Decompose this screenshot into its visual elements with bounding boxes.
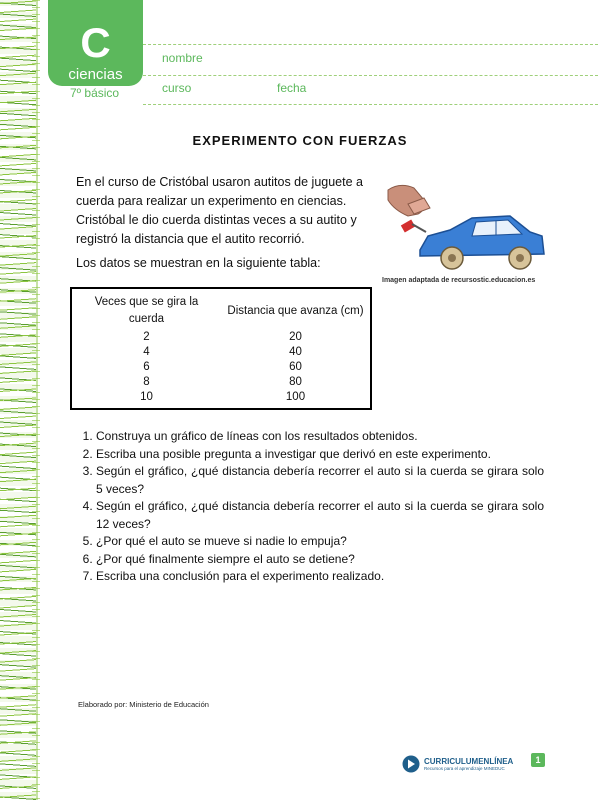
table-intro: Los datos se muestran en la siguiente tabla: [76, 256, 321, 270]
table-cell-distance: 40 [289, 346, 302, 358]
logo-subtext: Recursos para el aprendizaje MINEDUC [424, 765, 505, 771]
toy-car-icon [380, 180, 550, 280]
grass-border-tips [32, 0, 40, 800]
logo-text: CURRICULUMENLÍNEA [424, 756, 514, 766]
name-line [143, 75, 598, 76]
page-number: 1 [531, 753, 545, 767]
page-title: EXPERIMENTO CON FUERZAS [192, 133, 408, 148]
image-caption: Imagen adaptada de recursostic.educacion.es [382, 277, 536, 284]
table-row [71, 390, 371, 409]
table-row [71, 360, 371, 375]
question-list [76, 428, 544, 586]
intro-paragraph: En el curso de Cristóbal usaron autitos de juguete a cuerda para realizar un experimento en ciencias. Cristóbal le dio cuerda distintas veces a su autito y registró la distancia que el autito recorrió. [76, 175, 363, 246]
table-cell-turns: 2 [143, 331, 150, 343]
header-rule [143, 44, 598, 45]
table-cell-turns: 10 [140, 391, 153, 403]
table-cell-distance: 20 [289, 331, 302, 343]
table-cell-turns: 8 [143, 376, 150, 388]
table-row [71, 330, 371, 345]
data-table [70, 287, 372, 410]
credit-line: Elaborado por: Ministerio de Educación [78, 700, 209, 709]
column-header-turns: Veces que se gira la cuerda [94, 296, 199, 325]
question-item: 7. Escriba una conclusión para el experimento realizado. [96, 568, 544, 586]
question-item: 5. ¿Por qué el auto se mueve si nadie lo empuja? [96, 533, 544, 551]
question-item: 4. Según el gráfico, ¿qué distancia debería recorrer el auto si la cuerda se girara solo 12 veces? [96, 498, 544, 533]
question-item: 3. Según el gráfico, ¿qué distancia debería recorrer el auto si la cuerda se girara solo 5 veces? [96, 463, 544, 498]
table-cell-turns: 4 [143, 346, 150, 358]
table-row [71, 375, 371, 390]
table-header-row [71, 288, 371, 330]
course-field-label: curso [162, 81, 192, 95]
subject-name: ciencias [68, 66, 123, 83]
table-cell-distance: 80 [289, 376, 302, 388]
table-cell-distance: 60 [289, 361, 302, 373]
grade-label: 7º básico [70, 86, 120, 100]
question-item: 2. Escriba una posible pregunta a investigar que derivó en este experimento. [96, 446, 544, 464]
column-header-distance: Distancia que avanza (cm) [227, 304, 364, 317]
curriculum-logo [402, 755, 513, 773]
table-cell-turns: 6 [143, 361, 150, 373]
toy-car-illustration [380, 180, 550, 280]
table-row [71, 345, 371, 360]
table-cell-distance: 100 [285, 391, 306, 403]
question-item: 1. Construya un gráfico de líneas con los resultados obtenidos. [96, 428, 544, 446]
subject-badge [48, 0, 143, 86]
subject-letter: C [80, 19, 111, 66]
play-arrow-icon [402, 755, 420, 773]
question-item: 6. ¿Por qué finalmente siempre el auto se detiene? [96, 551, 544, 569]
course-date-line [143, 104, 598, 105]
date-field-label: fecha [277, 81, 307, 95]
name-field-label: nombre [162, 51, 203, 65]
